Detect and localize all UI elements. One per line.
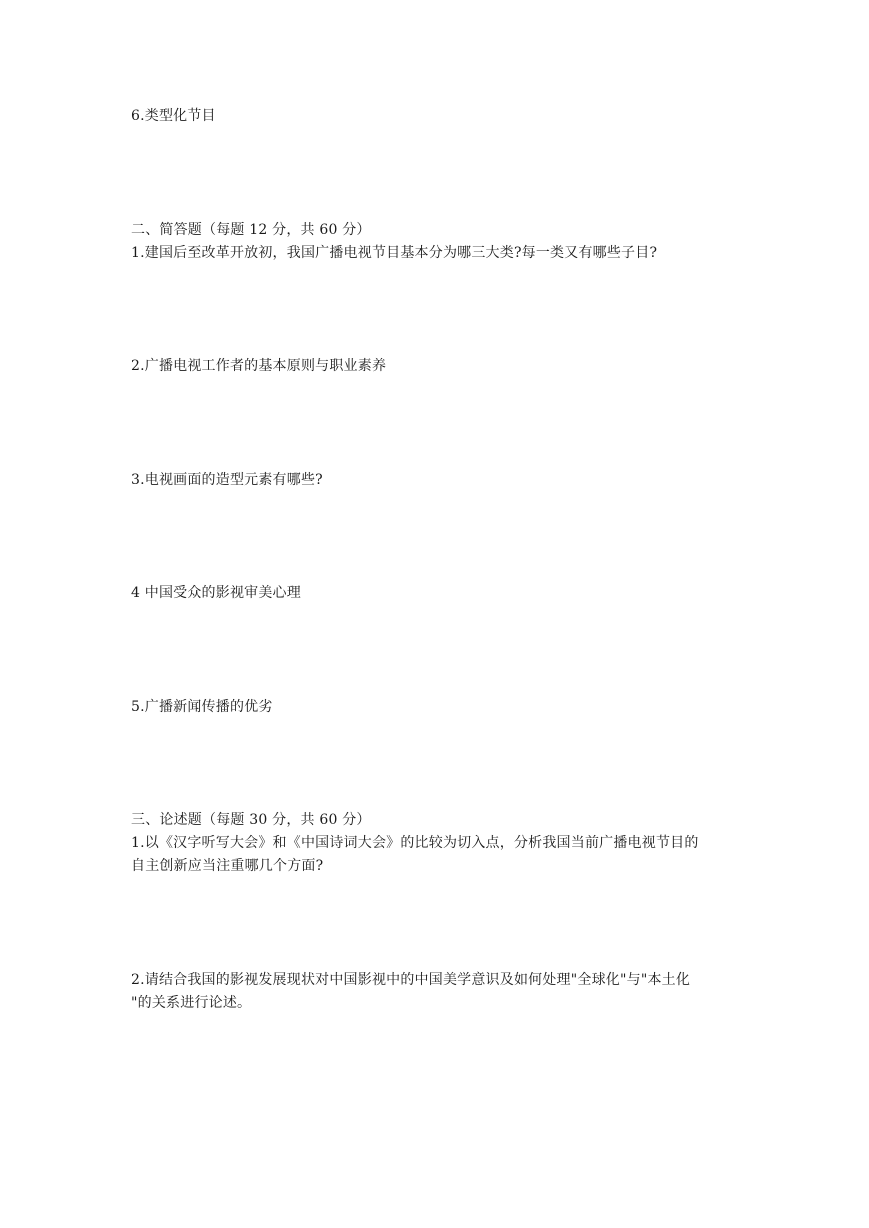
essay-question-1-line-2: 自主创新应当注重哪几个方面? bbox=[131, 858, 324, 874]
essay-question-2-line-2: "的关系进行论述。 bbox=[131, 995, 252, 1011]
short-answer-question-4: 4 中国受众的影视审美心理 bbox=[131, 585, 301, 601]
essay-question-2-line-1: 2.请结合我国的影视发展现状对中国影视中的中国美学意识及如何处理"全球化"与"本土化 bbox=[131, 972, 691, 988]
short-answer-question-5: 5.广播新闻传播的优劣 bbox=[131, 699, 273, 715]
section-heading-essay: 三、论述题（每题 30 分，共 60 分） bbox=[131, 812, 371, 828]
short-answer-question-3: 3.电视画面的造型元素有哪些? bbox=[131, 472, 323, 488]
section-heading-short-answer: 二、简答题（每题 12 分，共 60 分） bbox=[131, 222, 371, 238]
essay-question-1-line-1: 1.以《汉字听写大会》和《中国诗词大会》的比较为切入点，分析我国当前广播电视节目的 bbox=[131, 835, 699, 851]
term-question-6: 6.类型化节目 bbox=[131, 108, 216, 124]
short-answer-question-1: 1.建国后至改革开放初，我国广播电视节目基本分为哪三大类?每一类又有哪些子目? bbox=[131, 245, 658, 261]
short-answer-question-2: 2.广播电视工作者的基本原则与职业素养 bbox=[131, 358, 387, 374]
